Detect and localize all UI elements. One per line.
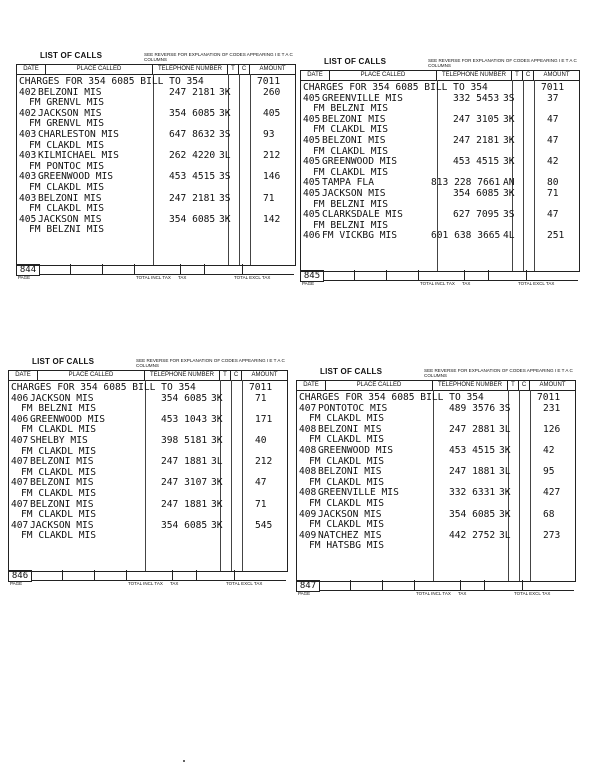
place-cell: BELZONI MIS (38, 192, 102, 204)
place-cell: FM VICKBG MIS (322, 230, 398, 242)
place-cell: GREENVILLE MIS (318, 487, 399, 499)
date-cell: 405 (19, 213, 37, 225)
call-row (303, 189, 579, 200)
col-c-header: C (239, 65, 250, 74)
call-table (296, 380, 576, 582)
page-label: PAGE (302, 281, 315, 286)
totals-boxes (40, 264, 294, 275)
date-cell: 408 (299, 487, 317, 499)
sheet-title: LIST OF CALLS (32, 357, 95, 366)
codes-note: SEE REVERSE FOR EXPLANATION OF CODES APPEARING I E T A C COLUMNS (428, 58, 577, 68)
totals-boxes (320, 580, 574, 591)
place-cell: GREENVILLE MIS (322, 92, 403, 104)
call-list-sheet (300, 58, 588, 298)
amount-cell: 71 (255, 392, 267, 404)
place-cell: FM CLAKDL MIS (21, 509, 97, 521)
amount-cell: 40 (255, 434, 267, 446)
place-cell: FM PONTOC MIS (29, 160, 105, 172)
page-number: 847 (296, 580, 320, 592)
amount-cell: 71 (547, 187, 559, 199)
type-code-cell: 3K (219, 107, 231, 119)
type-code-cell: 3K (219, 213, 231, 225)
amount-cell: 68 (543, 508, 555, 520)
date-cell: 405 (303, 156, 321, 168)
type-code-cell: 3K (503, 187, 515, 199)
type-code-cell: 3K (499, 444, 511, 456)
telephone-cell: 247 1881 (161, 498, 208, 510)
charges-text: CHARGES FOR 354 6085 BILL TO 354 (299, 392, 484, 403)
telephone-cell: 601 638 3665 (431, 230, 501, 242)
amount-cell: 47 (547, 113, 559, 125)
place-cell: CHARLESTON MIS (38, 128, 119, 140)
col-date-header: DATE (297, 381, 326, 390)
place-cell: TAMPA FLA (322, 177, 374, 189)
page-number: 846 (8, 570, 32, 582)
col-t-header: T (228, 65, 239, 74)
header-rule (297, 390, 575, 391)
place-cell: JACKSON MIS (30, 519, 94, 531)
date-cell: 403 (19, 171, 37, 183)
place-cell: FM CLAKDL MIS (29, 203, 105, 215)
sheet-title: LIST OF CALLS (324, 57, 387, 66)
total-incl-tax-label: TOTAL INCL TAX (136, 275, 171, 280)
total-incl-tax-label: TOTAL INCL TAX (416, 591, 451, 596)
place-cell: PONTOTOC MIS (318, 402, 388, 414)
amount-cell: 47 (547, 209, 559, 221)
amount-cell: 80 (547, 177, 559, 189)
col-amount-header: AMOUNT (539, 382, 566, 388)
col-t-header: T (220, 371, 231, 380)
telephone-cell: 354 6085 (161, 392, 208, 404)
total-excl-tax-label: TOTAL EXCL TAX (234, 275, 271, 280)
total-excl-tax-label: TOTAL EXCL TAX (514, 591, 551, 596)
call-table (300, 70, 580, 272)
place-cell: JACKSON MIS (38, 107, 102, 119)
call-row (299, 541, 575, 552)
codes-note: SEE REVERSE FOR EXPLANATION OF CODES APPEARING I E T A C COLUMNS (136, 358, 285, 368)
date-cell: 406 (303, 230, 321, 242)
place-cell: BELZONI MIS (318, 423, 382, 435)
telephone-cell: 247 3107 (161, 477, 208, 489)
tax-label: TAX (170, 581, 179, 586)
type-code-cell: 3S (499, 402, 511, 414)
place-cell: KILMICHAEL MIS (38, 150, 119, 162)
type-code-cell: 3K (499, 487, 511, 499)
date-cell: 406 (11, 392, 29, 404)
col-date-header: DATE (301, 71, 330, 80)
amount-cell: 7011 (541, 82, 565, 93)
type-code-cell: 3S (219, 171, 231, 183)
amount-cell: 171 (255, 413, 273, 425)
telephone-cell: 354 6085 (169, 107, 216, 119)
place-cell: JACKSON MIS (322, 187, 386, 199)
telephone-cell: 262 4220 (169, 150, 216, 162)
charges-header-row (303, 83, 579, 94)
place-cell: FM CLAKDL MIS (21, 530, 97, 542)
amount-cell: 42 (547, 156, 559, 168)
call-row (11, 436, 287, 447)
date-cell: 405 (303, 177, 321, 189)
call-rows (303, 83, 579, 242)
charges-header-row (19, 77, 295, 88)
amount-cell: 212 (263, 150, 281, 162)
amount-cell: 7011 (249, 382, 273, 393)
telephone-cell: 398 5181 (161, 434, 208, 446)
col-telephone-header: TELEPHONE NUMBER (153, 65, 228, 74)
amount-cell: 47 (255, 477, 267, 489)
type-code-cell: 3K (211, 413, 223, 425)
type-code-cell: 3K (219, 86, 231, 98)
place-cell: FM CLAKDL MIS (309, 455, 385, 467)
call-rows (299, 393, 575, 552)
place-cell: BELZONI MIS (30, 477, 94, 489)
col-place-header: PLACE CALLED (330, 71, 437, 80)
place-cell: FM GRENVL MIS (29, 118, 105, 130)
header-rule (17, 74, 295, 75)
col-place-header: PLACE CALLED (46, 65, 153, 74)
col-t-header: T (512, 71, 523, 80)
place-cell: FM CLAKDL MIS (21, 487, 97, 499)
place-cell: FM CLAKDL MIS (29, 139, 105, 151)
place-cell: GREENWOOD MIS (318, 444, 394, 456)
col-date-header: DATE (17, 65, 46, 74)
col-c-header: C (519, 381, 530, 390)
type-code-cell: 3S (503, 209, 515, 221)
date-cell: 407 (11, 519, 29, 531)
date-cell: 402 (19, 86, 37, 98)
col-date-header: DATE (9, 371, 38, 380)
amount-cell: 427 (543, 487, 561, 499)
place-cell: FM CLAKDL MIS (313, 145, 389, 157)
amount-cell: 142 (263, 213, 281, 225)
call-row (299, 446, 575, 457)
type-code-cell: 3K (211, 434, 223, 446)
telephone-cell: 442 2752 (449, 529, 496, 541)
type-code-cell: 3K (211, 392, 223, 404)
telephone-cell: 332 6331 (449, 487, 496, 499)
place-cell: GREENWOOD MIS (322, 156, 398, 168)
date-cell: 405 (303, 187, 321, 199)
date-cell: 407 (11, 434, 29, 446)
col-amount-header: AMOUNT (543, 72, 570, 78)
place-cell: FM CLAKDL MIS (309, 434, 385, 446)
date-cell: 407 (11, 456, 29, 468)
col-telephone-header: TELEPHONE NUMBER (437, 71, 512, 80)
call-rows (19, 77, 295, 236)
date-cell: 407 (299, 402, 317, 414)
telephone-cell: 453 1043 (161, 413, 208, 425)
place-cell: FM CLAKDL MIS (21, 424, 97, 436)
telephone-cell: 247 2181 (169, 192, 216, 204)
amount-cell: 95 (543, 466, 555, 478)
date-cell: 405 (303, 134, 321, 146)
type-code-cell: 3S (219, 192, 231, 204)
amount-cell: 273 (543, 529, 561, 541)
place-cell: JACKSON MIS (30, 392, 94, 404)
place-cell: BELZONI MIS (318, 466, 382, 478)
col-amount-header: AMOUNT (259, 66, 286, 72)
col-amount-header: AMOUNT (251, 372, 278, 378)
type-code-cell: 3K (503, 113, 515, 125)
page-label: PAGE (10, 581, 23, 586)
amount-cell: 251 (547, 230, 565, 242)
total-excl-tax-label: TOTAL EXCL TAX (226, 581, 263, 586)
totals-boxes (324, 270, 578, 281)
place-cell: BELZONI MIS (38, 86, 102, 98)
type-code-cell: 3K (503, 134, 515, 146)
place-cell: SHELBY MIS (30, 434, 88, 446)
call-list-sheet (16, 52, 304, 292)
type-code-cell: 3K (211, 477, 223, 489)
call-row (11, 531, 287, 542)
place-cell: FM CLAKDL MIS (309, 476, 385, 488)
sheet-footer (16, 264, 294, 282)
place-cell: GREENWOOD MIS (30, 413, 106, 425)
date-cell: 407 (11, 477, 29, 489)
telephone-cell: 332 5453 (453, 92, 500, 104)
date-cell: 407 (11, 498, 29, 510)
place-cell: FM CLAKDL MIS (309, 413, 385, 425)
charges-header-row (11, 383, 287, 394)
type-code-cell: 3K (211, 519, 223, 531)
type-code-cell: AN (503, 177, 515, 189)
telephone-cell: 453 4515 (449, 444, 496, 456)
speck (183, 760, 185, 762)
codes-note: SEE REVERSE FOR EXPLANATION OF CODES APPEARING I E T A C COLUMNS (144, 52, 293, 62)
place-cell: BELZONI MIS (30, 498, 94, 510)
charges-text: CHARGES FOR 354 6085 BILL TO 354 (11, 382, 196, 393)
type-code-cell: 3K (503, 156, 515, 168)
total-incl-tax-label: TOTAL INCL TAX (420, 281, 455, 286)
call-table (16, 64, 296, 266)
place-cell: FM CLAKDL MIS (313, 166, 389, 178)
telephone-cell: 453 4515 (453, 156, 500, 168)
place-cell: CLARKSDALE MIS (322, 209, 403, 221)
type-code-cell: 3L (499, 529, 511, 541)
type-code-cell: 3K (211, 498, 223, 510)
sheet-footer (300, 270, 578, 288)
type-code-cell: 4L (503, 230, 515, 242)
call-list-sheet (8, 358, 296, 598)
date-cell: 409 (299, 508, 317, 520)
date-cell: 402 (19, 107, 37, 119)
sheet-footer (8, 570, 286, 588)
amount-cell: 260 (263, 86, 281, 98)
amount-cell: 71 (255, 498, 267, 510)
type-code-cell: 3L (499, 466, 511, 478)
telephone-cell: 489 3576 (449, 402, 496, 414)
call-row (303, 231, 579, 242)
telephone-cell: 247 1881 (161, 456, 208, 468)
call-list-sheet (296, 368, 584, 608)
page-number: 844 (16, 264, 40, 276)
amount-cell: 42 (543, 444, 555, 456)
amount-cell: 231 (543, 402, 561, 414)
telephone-cell: 627 7095 (453, 209, 500, 221)
date-cell: 405 (303, 209, 321, 221)
telephone-cell: 354 6085 (169, 213, 216, 225)
amount-cell: 146 (263, 171, 281, 183)
amount-cell: 126 (543, 423, 561, 435)
place-cell: NATCHEZ MIS (318, 529, 382, 541)
amount-cell: 405 (263, 107, 281, 119)
type-code-cell: 3L (499, 423, 511, 435)
header-rule (301, 80, 579, 81)
call-row (19, 183, 295, 194)
amount-cell: 212 (255, 456, 273, 468)
call-row (19, 225, 295, 236)
telephone-cell: 354 6085 (161, 519, 208, 531)
tax-label: TAX (178, 275, 187, 280)
place-cell: FM CLAKDL MIS (309, 497, 385, 509)
col-place-header: PLACE CALLED (326, 381, 433, 390)
page-label: PAGE (298, 591, 311, 596)
telephone-cell: 354 6085 (453, 187, 500, 199)
telephone-cell: 354 6085 (449, 508, 496, 520)
place-cell: FM BELZNI MIS (21, 403, 97, 415)
sheet-footer (296, 580, 574, 598)
place-cell: FM BELZNI MIS (313, 198, 389, 210)
col-t-header: T (508, 381, 519, 390)
place-cell: JACKSON MIS (38, 213, 102, 225)
date-cell: 408 (299, 444, 317, 456)
col-telephone-header: TELEPHONE NUMBER (433, 381, 508, 390)
telephone-cell: 813 228 7661 (431, 177, 501, 189)
place-cell: BELZONI MIS (322, 113, 386, 125)
charges-text: CHARGES FOR 354 6085 BILL TO 354 (303, 82, 488, 93)
telephone-cell: 247 2181 (169, 86, 216, 98)
date-cell: 408 (299, 466, 317, 478)
total-incl-tax-label: TOTAL INCL TAX (128, 581, 163, 586)
sheet-title: LIST OF CALLS (320, 367, 383, 376)
type-code-cell: 3S (219, 128, 231, 140)
codes-note: SEE REVERSE FOR EXPLANATION OF CODES APPEARING I E T A C COLUMNS (424, 368, 573, 378)
date-cell: 406 (11, 413, 29, 425)
amount-cell: 7011 (257, 76, 281, 87)
date-cell: 405 (303, 113, 321, 125)
telephone-cell: 647 8632 (169, 128, 216, 140)
call-row (19, 130, 295, 141)
place-cell: JACKSON MIS (318, 508, 382, 520)
telephone-cell: 247 3105 (453, 113, 500, 125)
telephone-cell: 247 1881 (449, 466, 496, 478)
type-code-cell: 3L (211, 456, 223, 468)
place-cell: FM BELZNI MIS (313, 103, 389, 115)
amount-cell: 7011 (537, 392, 561, 403)
place-cell: FM BELZNI MIS (313, 219, 389, 231)
place-cell: FM GRENVL MIS (29, 97, 105, 109)
date-cell: 403 (19, 192, 37, 204)
call-table (8, 370, 288, 572)
charges-text: CHARGES FOR 354 6085 BILL TO 354 (19, 76, 204, 87)
place-cell: BELZONI MIS (322, 134, 386, 146)
date-cell: 408 (299, 423, 317, 435)
header-rule (9, 380, 287, 381)
type-code-cell: 3L (219, 150, 231, 162)
telephone-cell: 247 2181 (453, 134, 500, 146)
totals-boxes (32, 570, 286, 581)
col-c-header: C (231, 371, 242, 380)
sheet-title: LIST OF CALLS (40, 51, 103, 60)
place-cell: BELZONI MIS (30, 456, 94, 468)
place-cell: FM CLAKDL MIS (21, 466, 97, 478)
call-row (299, 499, 575, 510)
amount-cell: 93 (263, 128, 275, 140)
call-rows (11, 383, 287, 542)
amount-cell: 71 (263, 192, 275, 204)
total-excl-tax-label: TOTAL EXCL TAX (518, 281, 555, 286)
place-cell: FM BELZNI MIS (29, 224, 105, 236)
place-cell: FM CLAKDL MIS (29, 181, 105, 193)
place-cell: FM CLAKDL MIS (309, 519, 385, 531)
type-code-cell: 3K (499, 508, 511, 520)
col-c-header: C (523, 71, 534, 80)
date-cell: 409 (299, 529, 317, 541)
col-place-header: PLACE CALLED (38, 371, 145, 380)
date-cell: 403 (19, 150, 37, 162)
date-cell: 405 (303, 92, 321, 104)
place-cell: GREENWOOD MIS (38, 171, 114, 183)
page-number: 845 (300, 270, 324, 282)
page-label: PAGE (18, 275, 31, 280)
tax-label: TAX (462, 281, 471, 286)
tax-label: TAX (458, 591, 467, 596)
date-cell: 403 (19, 128, 37, 140)
call-row (303, 136, 579, 147)
col-telephone-header: TELEPHONE NUMBER (145, 371, 220, 380)
place-cell: FM CLAKDL MIS (21, 445, 97, 457)
telephone-cell: 453 4515 (169, 171, 216, 183)
amount-cell: 545 (255, 519, 273, 531)
call-row (11, 489, 287, 500)
place-cell: FM HATSBG MIS (309, 540, 385, 552)
amount-cell: 37 (547, 92, 559, 104)
type-code-cell: 3S (503, 92, 515, 104)
place-cell: FM CLAKDL MIS (313, 124, 389, 136)
charges-header-row (299, 393, 575, 404)
amount-cell: 47 (547, 134, 559, 146)
telephone-cell: 247 2881 (449, 423, 496, 435)
